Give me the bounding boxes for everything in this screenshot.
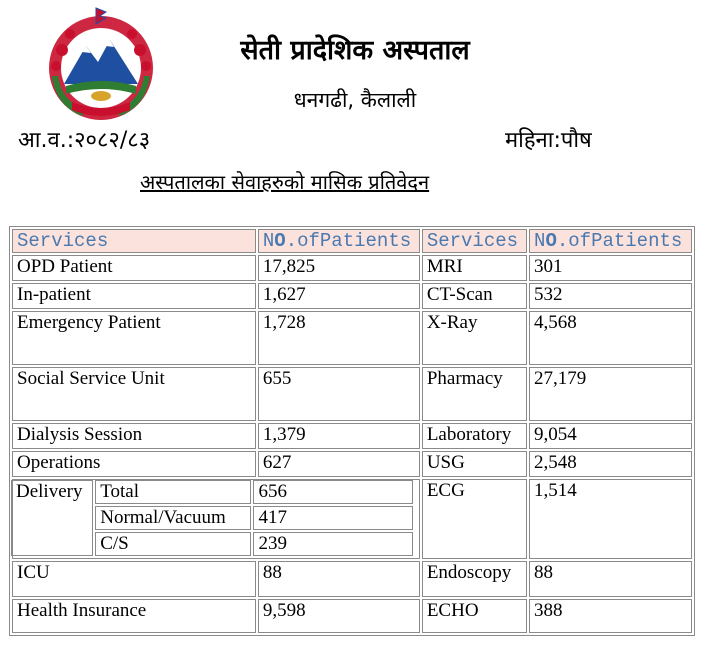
- service-name: Emergency Patient: [12, 311, 256, 365]
- services-header: Services: [12, 229, 256, 253]
- patients-header-n: N: [534, 230, 546, 252]
- service-name: In-patient: [12, 283, 256, 309]
- table-row: [12, 255, 692, 281]
- patient-count: 388: [529, 599, 692, 633]
- table-row: [12, 561, 692, 597]
- table-row: [12, 451, 692, 477]
- delivery-total-label: Total: [95, 480, 251, 504]
- patient-count: 627: [258, 451, 420, 477]
- table-row: [12, 599, 692, 633]
- patient-count: 532: [529, 283, 692, 309]
- nepal-emblem-icon: [42, 6, 160, 124]
- delivery-cs-label: C/S: [95, 532, 251, 556]
- service-name: Laboratory: [422, 423, 527, 449]
- delivery-total-count: 656: [253, 480, 412, 504]
- service-name: ECG: [422, 479, 527, 559]
- service-name: Pharmacy: [422, 367, 527, 421]
- delivery-normal-label: Normal/Vacuum: [95, 506, 251, 530]
- patient-count: 4,568: [529, 311, 692, 365]
- delivery-row: [12, 479, 692, 559]
- patient-count: 9,598: [258, 599, 420, 633]
- service-name: Health Insurance: [12, 599, 256, 633]
- patients-header-o: O: [274, 230, 286, 252]
- patient-count: 301: [529, 255, 692, 281]
- patient-count: 1,627: [258, 283, 420, 309]
- service-name: Endoscopy: [422, 561, 527, 597]
- patient-count: 88: [258, 561, 420, 597]
- hospital-name: सेती प्रादेशिक अस्पताल: [240, 35, 470, 66]
- table-header-row: [12, 229, 692, 253]
- delivery-subtable: [9, 478, 415, 558]
- delivery-label: Delivery: [11, 480, 93, 556]
- patient-count: 1,379: [258, 423, 420, 449]
- service-name: Social Service Unit: [12, 367, 256, 421]
- service-name: MRI: [422, 255, 527, 281]
- table-row: [12, 367, 692, 421]
- table-row: [12, 311, 692, 365]
- patient-count: 27,179: [529, 367, 692, 421]
- patients-header-rest: .ofPatients: [556, 230, 683, 252]
- delivery-block: [12, 479, 420, 559]
- service-name: X-Ray: [422, 311, 527, 365]
- delivery-cs-count: 239: [253, 532, 412, 556]
- patients-header-o: O: [545, 230, 557, 252]
- patient-count: 655: [258, 367, 420, 421]
- patient-count: 2,548: [529, 451, 692, 477]
- service-name: ECHO: [422, 599, 527, 633]
- table-row: [12, 283, 692, 309]
- service-name: CT-Scan: [422, 283, 527, 309]
- patient-count: 9,054: [529, 423, 692, 449]
- service-name: OPD Patient: [12, 255, 256, 281]
- patient-count: 1,728: [258, 311, 420, 365]
- patients-header-rest: .ofPatients: [285, 230, 412, 252]
- service-name: USG: [422, 451, 527, 477]
- patients-header: [258, 229, 420, 253]
- hospital-location: धनगढी, कैलाली: [293, 88, 417, 112]
- patient-count: 88: [529, 561, 692, 597]
- service-name: Operations: [12, 451, 256, 477]
- delivery-normal-count: 417: [253, 506, 412, 530]
- patients-header-n: N: [262, 230, 275, 252]
- report-title: अस्पतालका सेवाहरुको मासिक प्रतिवेदन: [140, 170, 430, 194]
- services-table: [9, 226, 695, 636]
- fiscal-year: आ.व.:२०८२/८३: [18, 128, 151, 153]
- patient-count: 17,825: [258, 255, 420, 281]
- patients-header: [529, 229, 692, 253]
- report-month: महिना:पौष: [505, 128, 592, 153]
- services-header: Services: [422, 229, 527, 253]
- service-name: Dialysis Session: [12, 423, 256, 449]
- service-name: ICU: [12, 561, 256, 597]
- patient-count: 1,514: [529, 479, 692, 559]
- table-row: [12, 423, 692, 449]
